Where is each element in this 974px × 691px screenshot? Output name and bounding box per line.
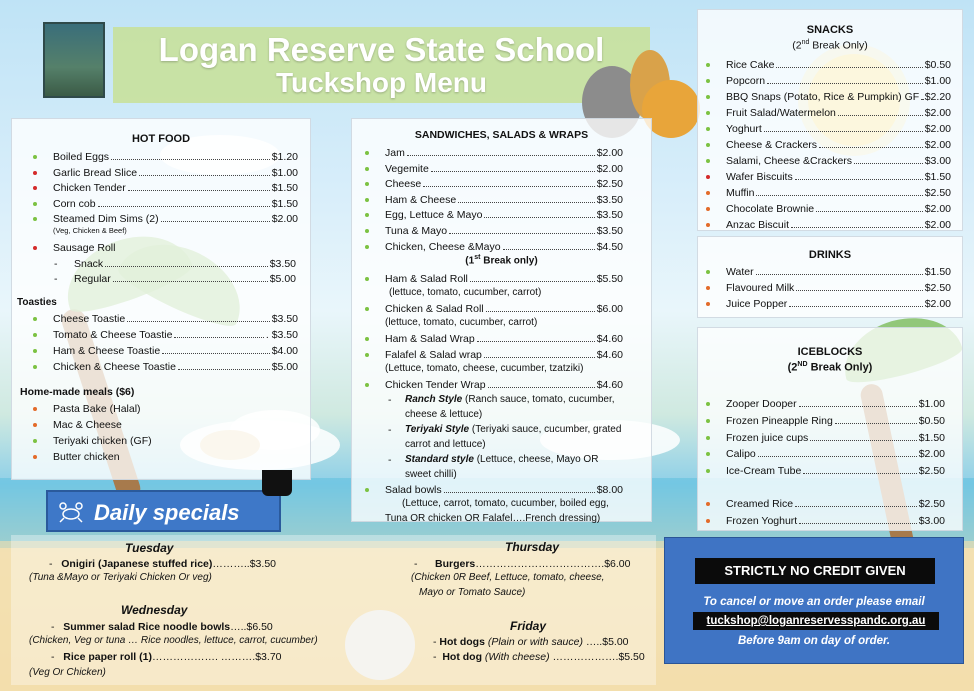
dot-leader	[921, 90, 923, 100]
homemade-heading: Home-made meals ($6)	[20, 385, 135, 398]
roll-item	[352, 302, 651, 316]
tuesday-title: Tuesday	[125, 541, 174, 555]
item-price: $1.00	[918, 398, 945, 410]
bullet-point	[365, 353, 369, 357]
item-price: $1.50	[924, 266, 951, 278]
bullet-point	[365, 277, 369, 281]
snack-item	[698, 58, 962, 72]
dot-leader	[799, 514, 917, 524]
item-name: Muffin	[726, 187, 755, 199]
item-name: Fruit Salad/Watermelon	[726, 107, 836, 119]
bullet-point	[706, 159, 710, 163]
item-name: Butter chicken	[53, 450, 120, 463]
item-name: Jam	[385, 147, 405, 159]
thursday-title: Thursday	[505, 540, 560, 554]
item-price: $4.60	[596, 348, 623, 361]
snack-item	[698, 106, 962, 120]
toastie-item	[12, 344, 310, 358]
dot-leader	[764, 122, 923, 132]
item-name: Salami, Cheese &Crackers	[726, 155, 853, 167]
bullet-point	[33, 202, 37, 206]
iceblock-item	[698, 514, 962, 528]
item-name: Cheese & Crackers	[726, 139, 818, 151]
bullet-point	[365, 182, 369, 186]
dot-leader	[178, 360, 270, 370]
wednesday-item-1: - Summer salad Rice noodle bowls…..$6.50	[51, 621, 273, 633]
hot-food-item	[12, 166, 310, 180]
item-name: Yoghurt	[726, 123, 762, 135]
bucket-icon	[262, 470, 292, 496]
item-price: $1.50	[271, 182, 298, 195]
wednesday-item-2: - Rice paper roll (1)………………. ……….$3.70	[51, 651, 282, 663]
dash-marker: -	[388, 423, 392, 436]
item-price: $1.50	[271, 197, 298, 210]
sandwich-item	[352, 162, 651, 176]
dot-leader	[756, 265, 923, 275]
homemade-item	[12, 434, 310, 448]
bullet-point	[706, 127, 710, 131]
item-name: Chocolate Brownie	[726, 203, 815, 215]
dot-leader	[431, 162, 595, 172]
bullet-point	[33, 155, 37, 159]
snack-item	[698, 170, 962, 184]
sausage-roll-item	[12, 241, 310, 255]
dot-leader	[803, 464, 916, 474]
snack-item	[698, 90, 962, 104]
dot-leader	[477, 332, 595, 342]
item-name: Ham & Salad Wrap	[385, 333, 475, 346]
bullet-point	[706, 436, 710, 440]
item-name: Flavoured Milk	[726, 282, 795, 294]
item-name: Sausage Roll	[53, 242, 116, 254]
drinks-title: DRINKS	[808, 249, 852, 261]
roll-note: (lettuce, tomato, cucumber, carrot)	[389, 287, 542, 299]
dot-leader	[795, 497, 917, 507]
snack-item	[698, 154, 962, 168]
salad-bowls-item	[352, 483, 651, 497]
bullet-point	[706, 452, 710, 456]
item-price: $3.00	[918, 515, 945, 527]
bullet-point	[365, 245, 369, 249]
wrap-style: Standard style (Lettuce, cheese, Mayo OR	[405, 453, 599, 465]
iceblock-item	[698, 497, 962, 511]
friday-title: Friday	[510, 619, 547, 633]
item-name: Regular	[74, 273, 111, 285]
item-name: Calipo	[726, 448, 756, 461]
item-name: Wafer Biscuits	[726, 171, 793, 183]
item-price: $1.50	[918, 431, 945, 444]
no-credit-title: STRICTLY NO CREDIT GIVEN	[695, 558, 935, 584]
sandwich-item	[352, 193, 651, 207]
item-price: $2.00	[271, 213, 298, 226]
school-logo	[43, 22, 105, 98]
sandwich-item	[352, 177, 651, 191]
dot-leader	[174, 328, 263, 338]
item-name: Ham & Cheese Toastie	[53, 344, 161, 357]
dot-leader	[161, 212, 270, 222]
dot-leader	[444, 483, 595, 493]
dot-leader	[470, 272, 595, 282]
item-name: BBQ Snaps (Potato, Rice & Pumpkin) GF	[726, 91, 920, 103]
item-price: $3.50	[596, 193, 623, 206]
item-price: $2.50	[918, 498, 945, 511]
item-name: Egg, Lettuce & Mayo	[385, 209, 483, 222]
dot-leader	[816, 202, 923, 212]
item-name: Ice-Cream Tube	[726, 465, 802, 478]
bullet-point	[365, 229, 369, 233]
wrap-style-cont: carrot and lettuce)	[405, 438, 486, 450]
item-name: Pasta Bake (Halal)	[53, 402, 141, 415]
bullet-point	[706, 143, 710, 147]
dash-marker: -	[388, 453, 392, 466]
sandwich-item	[352, 146, 651, 160]
daily-specials-label: Daily specials	[94, 500, 240, 525]
snack-item	[698, 74, 962, 88]
dash-marker: -	[388, 393, 392, 406]
dot-leader	[111, 150, 270, 160]
dot-leader	[776, 58, 922, 68]
item-name: Chicken & Cheese Toastie	[53, 360, 176, 373]
daily-specials-banner	[46, 490, 281, 532]
wednesday-note-2: (Veg Or Chicken)	[29, 667, 106, 678]
item-price: $2.50	[596, 178, 623, 191]
thursday-note-2: Mayo or Tomato Sauce)	[419, 587, 526, 598]
dot-leader	[756, 186, 922, 196]
bullet-point	[706, 270, 710, 274]
item-name: Creamed Rice	[726, 498, 794, 511]
snack-item	[698, 138, 962, 152]
salad-note-2: Tuna OR chicken OR Falafel….French dressing)	[385, 512, 601, 524]
roll-item	[352, 332, 651, 346]
bullet-point	[365, 151, 369, 155]
item-price: $1.20	[271, 151, 298, 163]
bullet-point	[706, 469, 710, 473]
bullet-point	[706, 191, 710, 195]
crab-icon	[58, 500, 84, 524]
dot-leader	[484, 208, 594, 218]
item-price: $4.60	[596, 333, 623, 346]
item-price: $0.50	[924, 59, 951, 71]
cancel-instructions: To cancel or move an order please email	[703, 596, 925, 608]
tuesday-note: (Tuna &Mayo or Teriyaki Chicken Or veg)	[29, 572, 212, 583]
item-name: Steamed Dim Sims (2)	[53, 213, 159, 226]
item-name: Salad bowls	[385, 483, 442, 496]
item-price: $4.60	[596, 378, 623, 391]
item-price: $6.00	[596, 303, 623, 316]
dot-leader	[407, 146, 595, 156]
wrap-style: Ranch Style (Ranch sauce, tomato, cucumber,	[405, 393, 615, 405]
daily-specials-panel	[11, 535, 656, 685]
item-price: $4.00	[271, 344, 298, 357]
sausage-option	[12, 257, 310, 271]
sandwiches-title: SANDWICHES, SALADS & WRAPS	[414, 129, 589, 141]
item-name: Water	[726, 266, 754, 278]
friday-item-1: - Hot dogs (Plain or with sauce) …..$5.00	[433, 636, 629, 648]
snack-item	[698, 186, 962, 200]
homemade-item	[12, 402, 310, 416]
item-price: $2.50	[924, 187, 951, 199]
dot-leader	[139, 166, 270, 176]
item-price: $2.00	[924, 107, 951, 119]
bullet-point	[706, 419, 710, 423]
hot-food-item	[12, 150, 310, 164]
item-name: Corn cob	[53, 197, 96, 210]
bullet-point	[33, 365, 37, 369]
bullet-point	[706, 402, 710, 406]
bullet-point	[706, 175, 710, 179]
homemade-item	[12, 418, 310, 432]
item-name: Chicken & Salad Roll	[385, 303, 484, 316]
bullet-point	[706, 79, 710, 83]
item-name: Frozen Yoghurt	[726, 515, 798, 527]
bullet-point	[365, 488, 369, 492]
item-price: $2.00	[596, 147, 623, 159]
roll-item	[352, 272, 651, 286]
item-price: $0.50	[918, 414, 945, 427]
dot-leader	[105, 257, 268, 267]
bullet-point	[33, 439, 37, 443]
item-name: Snack	[74, 257, 104, 270]
dot-leader	[503, 240, 595, 250]
item-price: $3.00	[924, 155, 951, 167]
dot-leader	[98, 197, 270, 207]
bullet-point	[365, 307, 369, 311]
dot-leader	[488, 378, 595, 388]
bullet-point	[33, 171, 37, 175]
bullet-point	[33, 217, 37, 221]
bullet-point	[33, 317, 37, 321]
school-name: Logan Reserve State School	[158, 31, 605, 68]
first-break-note: (1st Break only)	[465, 254, 538, 267]
item-name: Popcorn	[726, 75, 766, 87]
item-price: $1.00	[271, 166, 298, 179]
item-price: $2.00	[924, 123, 951, 135]
item-price: $2.00	[924, 139, 951, 151]
item-price: $3.50	[596, 225, 623, 237]
dot-leader	[484, 348, 595, 358]
bullet-point	[33, 246, 37, 250]
bullet-point	[33, 186, 37, 190]
item-name: Rice Cake	[726, 59, 775, 71]
item-price: $1.50	[924, 171, 951, 183]
item-name: Falafel & Salad wrap	[385, 348, 482, 361]
dot-leader	[791, 218, 923, 228]
item-name: Tuna & Mayo	[385, 225, 448, 237]
item-price: $2.00	[918, 448, 945, 461]
sandwiches-panel	[351, 118, 652, 522]
item-price: . $3.50	[265, 328, 298, 341]
iceblocks-panel	[697, 327, 963, 531]
bullet-point	[365, 383, 369, 387]
dot-leader	[113, 272, 268, 282]
drinks-panel	[697, 236, 963, 318]
bullet-point	[33, 333, 37, 337]
toastie-item	[12, 328, 310, 342]
item-price: $5.00	[269, 273, 296, 285]
item-price: $2.00	[924, 219, 951, 231]
item-name: Ham & Cheese	[385, 193, 457, 206]
dot-leader	[819, 138, 923, 148]
item-price: $2.20	[924, 91, 951, 103]
bullet-point	[706, 286, 710, 290]
bullet-point	[33, 455, 37, 459]
dot-leader	[835, 414, 917, 424]
friday-item-2: - Hot dog (With cheese) ……………….$5.50	[433, 651, 645, 663]
toasties-heading: Toasties	[17, 296, 57, 308]
dot-leader	[162, 344, 270, 354]
wednesday-note-1: (Chicken, Veg or tuna … Rice noodles, lettuce, carrot, cucumber)	[29, 635, 318, 646]
wednesday-title: Wednesday	[121, 603, 188, 617]
sandwich-item	[352, 224, 651, 238]
item-name: Tomato & Cheese Toastie	[53, 328, 173, 341]
hot-food-item	[12, 212, 310, 226]
bullet-point	[706, 519, 710, 523]
item-name: Mac & Cheese	[53, 418, 122, 431]
item-name: Cheese Toastie	[53, 312, 126, 325]
item-name: Cheese	[385, 178, 422, 191]
item-price: $3.50	[596, 209, 623, 222]
salad-note-1: (Lettuce, carrot, tomato, cucumber, boiled egg,	[402, 497, 609, 509]
sandwich-item	[352, 240, 651, 254]
dimsim-note: (Veg, Chicken & Beef)	[53, 226, 127, 235]
bullet-point	[365, 337, 369, 341]
tuesday-item: - Onigiri (Japanese stuffed rice)………..$3.50	[49, 558, 276, 570]
thursday-item: - Burgers……………………………….$6.00	[414, 558, 631, 570]
dot-leader	[758, 447, 917, 457]
dot-leader	[795, 170, 923, 180]
dot-leader	[767, 74, 923, 84]
iceblock-item	[698, 464, 962, 478]
item-price: $2.50	[918, 465, 945, 478]
iceblock-item	[698, 431, 962, 445]
bullet-point	[33, 407, 37, 411]
snack-item	[698, 202, 962, 216]
item-price: $8.00	[596, 483, 623, 496]
bullet-point	[706, 63, 710, 67]
item-name: Frozen juice cups	[726, 431, 809, 444]
hot-food-item	[12, 197, 310, 211]
item-name: Teriyaki chicken (GF)	[53, 434, 152, 447]
item-name: Boiled Eggs	[53, 151, 110, 163]
item-name: Chicken, Cheese &Mayo	[385, 240, 501, 253]
roll-item	[352, 348, 651, 362]
dot-leader	[799, 397, 917, 407]
sandwich-item	[352, 208, 651, 222]
iceblock-item	[698, 397, 962, 411]
roll-note: (Lettuce, tomato, cheese, cucumber, tzatziki)	[385, 362, 584, 374]
wrap-style: Teriyaki Style (Teriyaki sauce, cucumber, grated	[405, 423, 622, 435]
drink-item	[698, 281, 962, 295]
roll-note: (lettuce, tomato, cucumber, carrot)	[385, 317, 538, 329]
item-name: Anzac Biscuit	[726, 219, 790, 231]
menu-title: Tuckshop Menu	[275, 67, 488, 98]
bullet-point	[706, 111, 710, 115]
item-price: $3.50	[271, 312, 298, 325]
item-name: Chicken Tender	[53, 182, 126, 195]
dot-leader	[128, 181, 270, 191]
item-name: Juice Popper	[726, 298, 788, 310]
toastie-item	[12, 360, 310, 374]
bullet-point	[365, 198, 369, 202]
item-price: $1.00	[924, 75, 951, 87]
hot-food-panel	[11, 118, 311, 480]
hot-food-title: HOT FOOD	[131, 133, 191, 145]
item-price: $2.00	[596, 162, 623, 175]
item-price: $4.50	[596, 240, 623, 253]
dash-marker: -	[54, 273, 58, 285]
sausage-option	[12, 272, 310, 286]
dot-leader	[796, 281, 922, 291]
dot-leader	[789, 297, 922, 307]
iceblock-item	[698, 447, 962, 461]
bullet-point	[33, 423, 37, 427]
dot-leader	[423, 177, 595, 187]
dot-leader	[854, 154, 923, 164]
dash-marker: -	[54, 257, 58, 270]
item-price: $2.50	[924, 282, 951, 294]
item-name: Frozen Pineapple Ring	[726, 414, 833, 427]
chicken-tender-wrap	[352, 378, 651, 392]
order-deadline: Before 9am on day of order.	[737, 635, 891, 647]
item-name: Garlic Bread Slice	[53, 166, 138, 179]
item-price: $5.50	[596, 273, 623, 286]
dot-leader	[449, 224, 595, 234]
item-price: $3.50	[269, 257, 296, 270]
dot-leader	[127, 312, 270, 322]
bullet-point	[365, 213, 369, 217]
snacks-title: SNACKS	[806, 24, 854, 36]
iceblocks-title: ICEBLOCKS	[797, 346, 863, 358]
toastie-item	[12, 312, 310, 326]
dot-leader	[838, 106, 923, 116]
item-price: $2.00	[924, 298, 951, 310]
dot-leader	[810, 431, 916, 441]
snack-item	[698, 122, 962, 136]
snacks-subtitle: (2nd Break Only)	[792, 39, 868, 52]
iceblocks-subtitle: (2ND Break Only)	[787, 361, 873, 374]
item-price: $2.00	[924, 203, 951, 215]
dot-leader	[458, 193, 595, 203]
bullet-point	[706, 502, 710, 506]
hot-food-item	[12, 181, 310, 195]
wrap-style-cont: cheese & lettuce)	[405, 408, 483, 420]
dot-leader	[486, 302, 595, 312]
bullet-point	[365, 167, 369, 171]
homemade-item	[12, 450, 310, 464]
tuckshop-email-link[interactable]: tuckshop@loganreservesspandc.org.au	[693, 612, 939, 630]
wrap-style-cont: sweet chilli)	[405, 468, 457, 480]
bullet-point	[706, 223, 710, 227]
drink-item	[698, 297, 962, 311]
item-name: Chicken Tender Wrap	[385, 378, 486, 391]
title-box	[113, 27, 650, 103]
bullet-point	[706, 95, 710, 99]
item-name: Zooper Dooper	[726, 398, 797, 410]
drink-item	[698, 265, 962, 279]
bullet-point	[706, 302, 710, 306]
item-name: Vegemite	[385, 162, 429, 175]
no-credit-box	[664, 537, 964, 664]
thursday-note-1: (Chicken 0R Beef, Lettuce, tomato, cheese,	[411, 572, 605, 583]
snacks-panel	[697, 9, 963, 231]
iceblock-item	[698, 414, 962, 428]
item-price: $5.00	[271, 360, 298, 373]
bullet-point	[33, 349, 37, 353]
snack-item	[698, 218, 962, 232]
item-name: Ham & Salad Roll	[385, 273, 468, 286]
bullet-point	[706, 207, 710, 211]
